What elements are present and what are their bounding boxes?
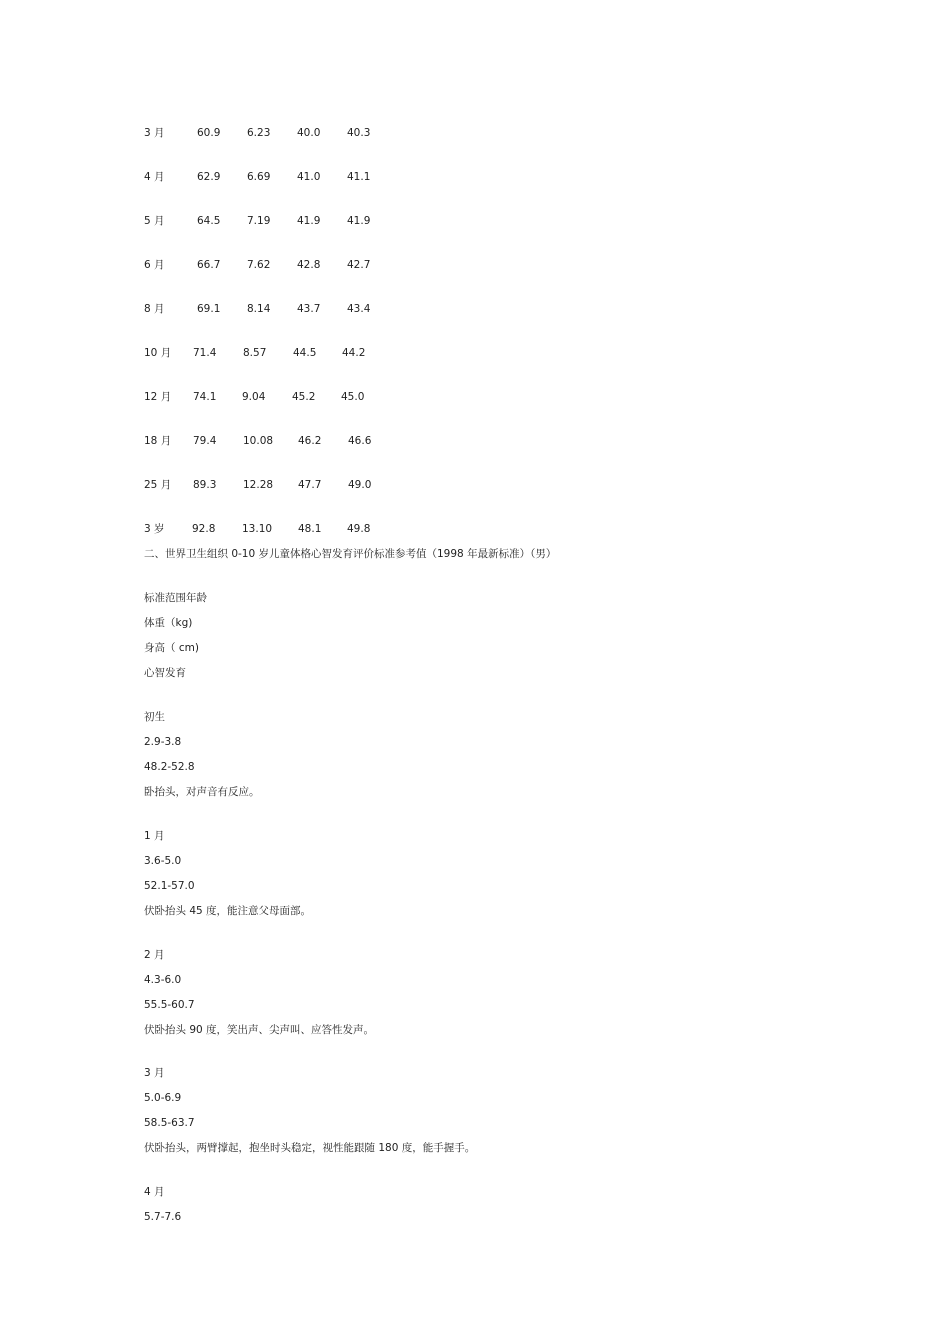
table-cell-value: 7.62 bbox=[247, 259, 271, 271]
table-row bbox=[0, 478, 950, 492]
table-cell-age: 12 月 bbox=[144, 391, 172, 403]
table-cell-value: 43.7 bbox=[297, 303, 321, 315]
table-row bbox=[0, 258, 950, 272]
table-row bbox=[0, 170, 950, 184]
table-cell-value: 41.0 bbox=[297, 171, 321, 183]
table-cell-value: 48.1 bbox=[298, 523, 322, 535]
table-cell-value: 64.5 bbox=[197, 215, 221, 227]
entry-weight: 4.3-6.0 bbox=[144, 974, 182, 986]
table-cell-age: 8 月 bbox=[144, 303, 165, 315]
table-cell-value: 7.19 bbox=[247, 215, 271, 227]
entry-development: 伏卧抬头，两臂撑起，抱坐时头稳定，视性能跟随 180 度，能手握手。 bbox=[144, 1142, 476, 1154]
entry-development: 卧抬头，对声音有反应。 bbox=[144, 786, 260, 798]
entry-weight: 2.9-3.8 bbox=[144, 736, 182, 748]
entry-age: 3 月 bbox=[144, 1067, 165, 1079]
table-row bbox=[0, 522, 950, 536]
table-cell-value: 41.1 bbox=[347, 171, 371, 183]
table-cell-value: 10.08 bbox=[243, 435, 274, 447]
table-cell-value: 66.7 bbox=[197, 259, 221, 271]
table-cell-value: 89.3 bbox=[193, 479, 217, 491]
entry-height: 55.5-60.7 bbox=[144, 999, 195, 1011]
table-cell-value: 71.4 bbox=[193, 347, 217, 359]
table-cell-value: 92.8 bbox=[192, 523, 216, 535]
table-cell-value: 46.6 bbox=[348, 435, 372, 447]
table-cell-age: 18 月 bbox=[144, 435, 172, 447]
entry-development: 伏卧抬头 45 度，能注意父母面部。 bbox=[144, 905, 312, 917]
table-cell-value: 43.4 bbox=[347, 303, 371, 315]
entry-development: 伏卧抬头 90 度，笑出声、尖声叫、应答性发声。 bbox=[144, 1024, 375, 1036]
table-cell-value: 46.2 bbox=[298, 435, 322, 447]
table-cell-value: 8.14 bbox=[247, 303, 271, 315]
table-cell-value: 13.10 bbox=[242, 523, 273, 535]
table-row bbox=[0, 302, 950, 316]
table-cell-value: 45.2 bbox=[292, 391, 316, 403]
table-cell-value: 60.9 bbox=[197, 127, 221, 139]
table-cell-age: 3 月 bbox=[144, 127, 165, 139]
table-cell-value: 69.1 bbox=[197, 303, 221, 315]
table-cell-value: 8.57 bbox=[243, 347, 267, 359]
table-cell-value: 12.28 bbox=[243, 479, 274, 491]
entry-age: 1 月 bbox=[144, 830, 165, 842]
table-cell-value: 49.8 bbox=[347, 523, 371, 535]
table-cell-age: 4 月 bbox=[144, 171, 165, 183]
table-cell-value: 44.2 bbox=[342, 347, 366, 359]
table-row bbox=[0, 434, 950, 448]
header-line: 心智发育 bbox=[144, 667, 186, 679]
entry-weight: 3.6-5.0 bbox=[144, 855, 182, 867]
table-cell-value: 40.3 bbox=[347, 127, 371, 139]
table-cell-age: 5 月 bbox=[144, 215, 165, 227]
entry-height: 48.2-52.8 bbox=[144, 761, 195, 773]
table-cell-value: 47.7 bbox=[298, 479, 322, 491]
table-cell-age: 25 月 bbox=[144, 479, 172, 491]
entry-weight: 5.7-7.6 bbox=[144, 1211, 182, 1223]
table-cell-value: 74.1 bbox=[193, 391, 217, 403]
table-cell-value: 79.4 bbox=[193, 435, 217, 447]
table-cell-value: 45.0 bbox=[341, 391, 365, 403]
table-cell-value: 41.9 bbox=[297, 215, 321, 227]
entry-age: 初生 bbox=[144, 711, 165, 723]
table-cell-value: 44.5 bbox=[293, 347, 317, 359]
table-cell-value: 6.69 bbox=[247, 171, 271, 183]
entry-height: 58.5-63.7 bbox=[144, 1117, 195, 1129]
table-row bbox=[0, 126, 950, 140]
table-cell-age: 6 月 bbox=[144, 259, 165, 271]
table-cell-age: 10 月 bbox=[144, 347, 172, 359]
header-line: 体重（kg) bbox=[144, 617, 193, 629]
entry-age: 2 月 bbox=[144, 949, 165, 961]
entry-height: 52.1-57.0 bbox=[144, 880, 195, 892]
entry-age: 4 月 bbox=[144, 1186, 165, 1198]
table-cell-value: 40.0 bbox=[297, 127, 321, 139]
table-row bbox=[0, 390, 950, 404]
entry-weight: 5.0-6.9 bbox=[144, 1092, 182, 1104]
table-row bbox=[0, 346, 950, 360]
table-row bbox=[0, 214, 950, 228]
header-line: 标准范围年龄 bbox=[144, 592, 207, 604]
table-cell-value: 9.04 bbox=[242, 391, 266, 403]
table-cell-age: 3 岁 bbox=[144, 523, 165, 535]
header-line: 身高（ cm) bbox=[144, 642, 199, 654]
table-cell-value: 6.23 bbox=[247, 127, 271, 139]
table-cell-value: 41.9 bbox=[347, 215, 371, 227]
table-cell-value: 49.0 bbox=[348, 479, 372, 491]
table-cell-value: 42.8 bbox=[297, 259, 321, 271]
table-cell-value: 62.9 bbox=[197, 171, 221, 183]
section-title: 二、世界卫生组织 0-10 岁儿童体格心智发育评价标准参考值（1998 年最新标准）（男） bbox=[144, 548, 557, 560]
table-cell-value: 42.7 bbox=[347, 259, 371, 271]
